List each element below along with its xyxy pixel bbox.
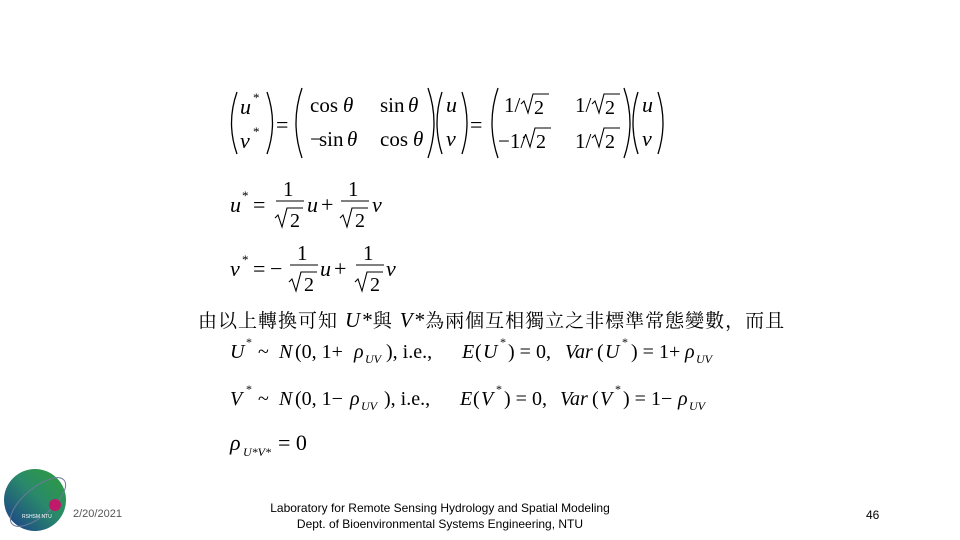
svg-text:2: 2 — [605, 131, 615, 153]
svg-text:=: = — [253, 192, 266, 217]
svg-text:1/: 1/ — [575, 93, 592, 117]
svg-text:sin: sin — [380, 93, 405, 117]
v-star-distribution — [230, 382, 707, 413]
svg-text:), i.e.,: ), i.e., — [384, 388, 431, 410]
statement-var-v: V* — [399, 308, 426, 332]
svg-text:~: ~ — [258, 388, 269, 410]
svg-text:*: * — [500, 335, 506, 349]
svg-text:UV: UV — [696, 352, 712, 366]
svg-text:(: ( — [597, 341, 604, 363]
svg-text:θ: θ — [408, 93, 419, 117]
svg-text:v: v — [386, 256, 396, 281]
svg-text:v: v — [372, 192, 382, 217]
page-number: 46 — [866, 508, 880, 522]
svg-text:U: U — [230, 341, 245, 363]
svg-text:E: E — [460, 388, 473, 410]
svg-text:ρ: ρ — [354, 341, 364, 363]
svg-text:), i.e.,: ), i.e., — [386, 341, 433, 363]
svg-text:) = 0,: ) = 0, — [508, 341, 551, 363]
svg-text:1/: 1/ — [504, 93, 521, 117]
svg-text:) = 1+: ) = 1+ — [631, 341, 681, 363]
svg-text:U: U — [483, 341, 498, 363]
svg-text:θ: θ — [343, 93, 354, 117]
svg-text:V: V — [481, 388, 494, 410]
svg-text:Var: Var — [560, 388, 588, 410]
svg-text:2: 2 — [304, 274, 314, 296]
svg-text:u: u — [446, 92, 457, 117]
svg-text:=: = — [253, 256, 266, 281]
svg-text:(0, 1+: (0, 1+ — [295, 341, 343, 363]
svg-text:v: v — [446, 126, 456, 151]
svg-text:E: E — [462, 341, 475, 363]
svg-text:(: ( — [592, 388, 599, 410]
svg-text:*: * — [622, 335, 628, 349]
svg-text:U: U — [605, 341, 620, 363]
svg-text:2: 2 — [290, 210, 300, 232]
svg-text:(: ( — [475, 341, 482, 363]
svg-text:*: * — [242, 188, 249, 203]
svg-text:=: = — [276, 112, 289, 137]
svg-text:~: ~ — [258, 341, 269, 363]
svg-text:−1/: −1/ — [498, 129, 527, 153]
svg-text:UV: UV — [361, 399, 377, 413]
footer-lab-name: Laboratory for Remote Sensing Hydrology and Spatial Modeling — [270, 501, 610, 515]
independence-statement — [198, 306, 858, 333]
lab-logo — [2, 462, 74, 538]
u-star-equation — [230, 177, 382, 232]
svg-text:(0, 1−: (0, 1− — [295, 388, 343, 410]
svg-text:V: V — [600, 388, 613, 410]
svg-text:(: ( — [473, 388, 480, 410]
svg-text:+: + — [321, 192, 334, 217]
svg-text:u: u — [642, 92, 653, 117]
footer-department: Dept. of Bioenvironmental Systems Engineering, NTU — [296, 517, 584, 531]
v-star-equation — [230, 241, 396, 296]
statement-mid: 與 — [372, 310, 400, 332]
svg-text:*: * — [253, 90, 260, 105]
svg-text:2: 2 — [534, 97, 544, 119]
svg-text:1: 1 — [348, 177, 359, 201]
u-star-distribution — [230, 335, 714, 366]
svg-text:= 0: = 0 — [278, 430, 307, 455]
svg-text:cos: cos — [380, 127, 408, 151]
svg-text:*: * — [246, 335, 252, 349]
svg-text:v: v — [230, 256, 240, 281]
svg-text:*: * — [615, 382, 621, 396]
footer-date: 2/20/2021 — [73, 508, 122, 520]
svg-text:) = 0,: ) = 0, — [504, 388, 547, 410]
svg-text:sin: sin — [319, 127, 344, 151]
svg-text:U*V*: U*V* — [243, 445, 271, 459]
logo-label: RSHSM NTU — [22, 514, 52, 520]
svg-text:v: v — [642, 126, 652, 151]
svg-text:UV: UV — [365, 352, 381, 366]
svg-text:Var: Var — [565, 341, 593, 363]
svg-text:ρ: ρ — [678, 388, 688, 410]
svg-text:1: 1 — [363, 241, 374, 265]
svg-text:u: u — [320, 256, 331, 281]
correlation-equation — [229, 430, 307, 459]
svg-text:*: * — [246, 382, 252, 396]
svg-text:−: − — [270, 256, 283, 281]
statement-suffix: 為兩個互相獨立之非標準常態變數，而且 — [425, 310, 786, 332]
svg-text:θ: θ — [413, 127, 424, 151]
svg-text:v: v — [240, 128, 250, 153]
svg-text:UV: UV — [689, 399, 705, 413]
svg-text:2: 2 — [370, 274, 380, 296]
svg-text:*: * — [496, 382, 502, 396]
svg-text:1: 1 — [297, 241, 308, 265]
logo-dot-icon — [49, 499, 61, 511]
svg-text:1: 1 — [283, 177, 294, 201]
svg-text:2: 2 — [536, 131, 546, 153]
svg-text:V: V — [230, 388, 243, 410]
footer-lab-info — [240, 500, 640, 532]
svg-text:N: N — [279, 341, 293, 363]
svg-text:2: 2 — [605, 97, 615, 119]
svg-text:u: u — [240, 94, 251, 119]
svg-text:N: N — [279, 388, 293, 410]
svg-text:u: u — [230, 192, 241, 217]
svg-text:*: * — [253, 124, 260, 139]
svg-text:θ: θ — [347, 127, 358, 151]
svg-text:2: 2 — [355, 210, 365, 232]
svg-text:u: u — [307, 192, 318, 217]
svg-text:*: * — [242, 252, 249, 267]
svg-text:) = 1−: ) = 1− — [623, 388, 673, 410]
svg-text:ρ: ρ — [685, 341, 695, 363]
svg-text:cos: cos — [310, 93, 338, 117]
svg-text:=: = — [470, 112, 483, 137]
svg-text:+: + — [334, 256, 347, 281]
svg-text:1/: 1/ — [575, 129, 592, 153]
svg-text:−: − — [310, 127, 322, 151]
matrix-equation — [232, 88, 664, 158]
svg-text:ρ: ρ — [350, 388, 360, 410]
statement-prefix: 由以上轉換可知 — [198, 310, 346, 332]
statement-var-u: U* — [345, 308, 373, 332]
svg-text:ρ: ρ — [230, 430, 241, 455]
